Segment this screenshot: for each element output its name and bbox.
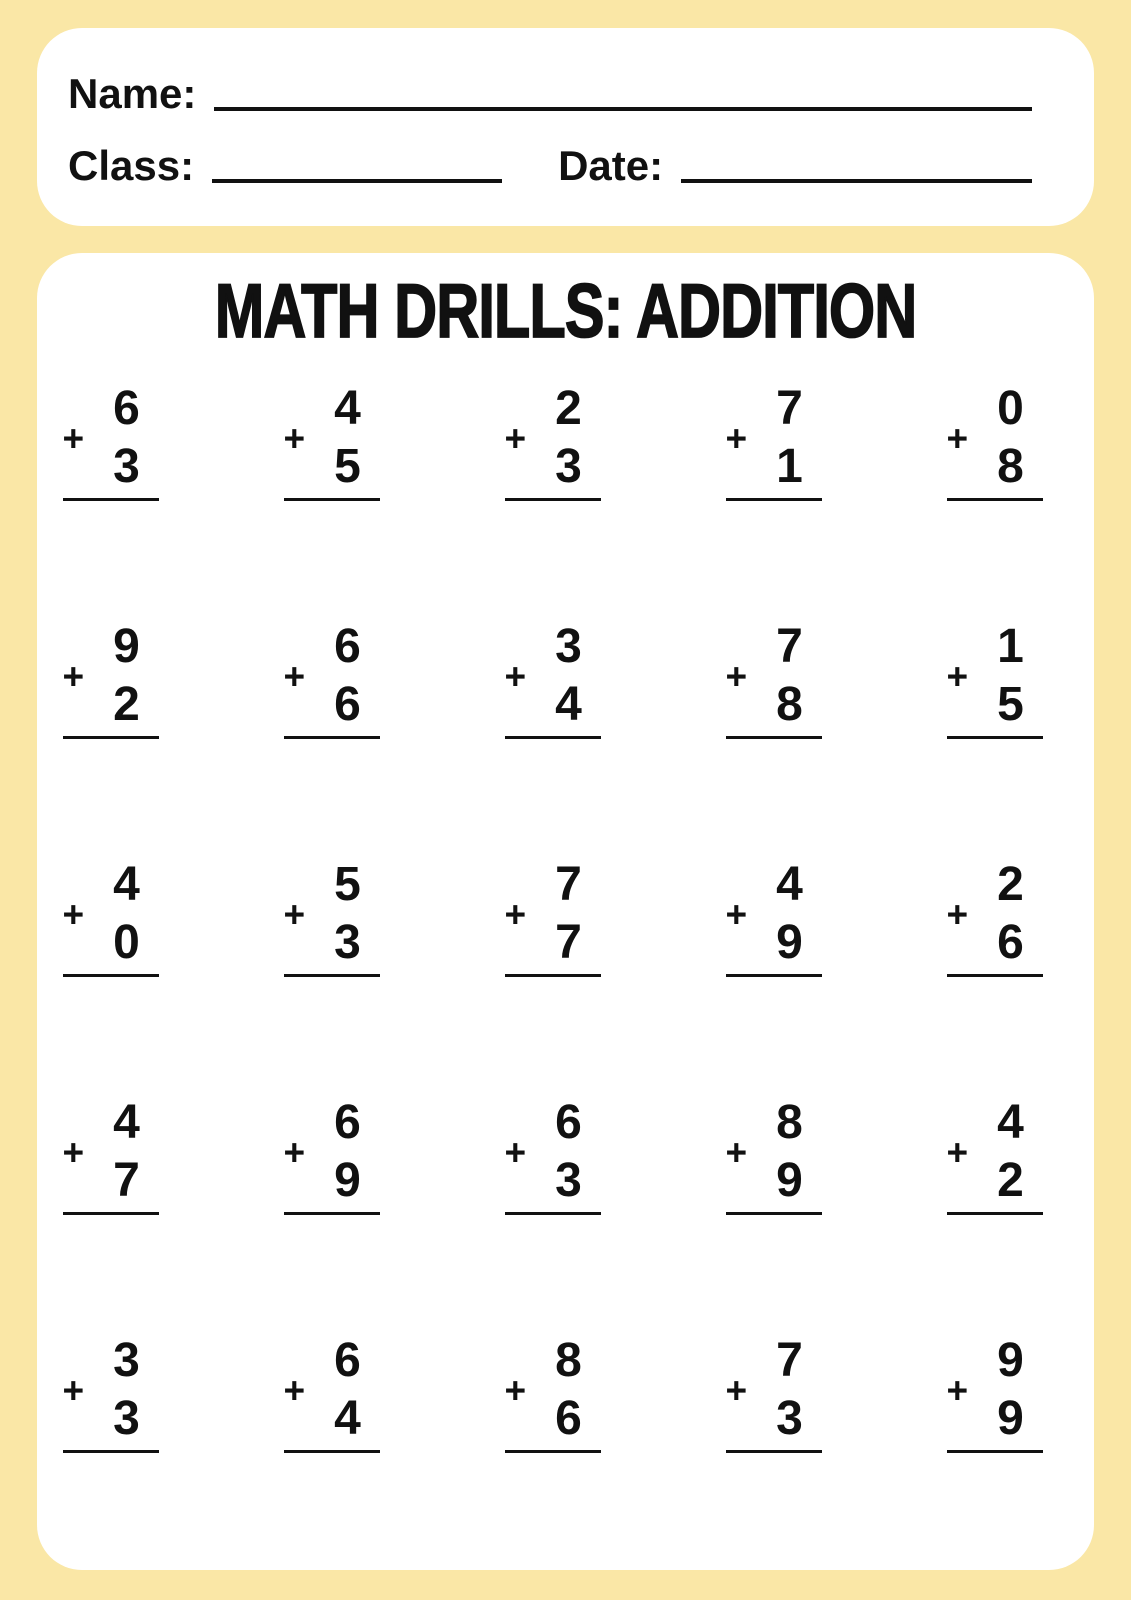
addend-top: 3 (113, 1334, 140, 1388)
plus-operator: + (62, 893, 85, 935)
answer-line (726, 736, 822, 739)
addend-top: 6 (334, 620, 361, 674)
answer-line (726, 498, 822, 501)
addend-bottom: 9 (776, 916, 803, 970)
addend-bottom: 6 (555, 1392, 582, 1446)
plus-operator: + (283, 655, 306, 697)
addend-top: 6 (334, 1334, 361, 1388)
addend-bottom: 3 (113, 440, 140, 494)
problem-cell (947, 1332, 1043, 1453)
plus-operator: + (725, 655, 748, 697)
problem-numbers (726, 1094, 822, 1210)
plus-operator: + (62, 417, 85, 459)
addend-bottom: 7 (555, 916, 582, 970)
addend-top: 6 (555, 1096, 582, 1150)
addend-bottom: 3 (334, 916, 361, 970)
addend-bottom: 9 (334, 1154, 361, 1208)
addend-stack (316, 1094, 380, 1210)
problem-numbers (63, 1094, 159, 1210)
answer-line (505, 974, 601, 977)
plus-operator: + (504, 1131, 527, 1173)
addend-stack (758, 856, 822, 972)
problem-numbers (505, 380, 601, 496)
problem-numbers (947, 380, 1043, 496)
addend-stack (537, 856, 601, 972)
addend-stack (95, 380, 159, 496)
addend-top: 4 (113, 1096, 140, 1150)
problem-cell (63, 380, 159, 501)
addend-top: 0 (997, 382, 1024, 436)
addend-top: 8 (555, 1334, 582, 1388)
addend-stack (95, 856, 159, 972)
problem-numbers (947, 1332, 1043, 1448)
addend-bottom: 1 (776, 440, 803, 494)
addend-bottom: 6 (334, 678, 361, 732)
addend-bottom: 7 (113, 1154, 140, 1208)
addend-bottom: 4 (334, 1392, 361, 1446)
plus-operator: + (725, 1369, 748, 1411)
addend-bottom: 6 (997, 916, 1024, 970)
problem-numbers (726, 856, 822, 972)
addend-top: 4 (997, 1096, 1024, 1150)
addend-stack (95, 1332, 159, 1448)
problem-numbers (63, 618, 159, 734)
problem-cell (947, 618, 1043, 739)
addend-top: 7 (776, 1334, 803, 1388)
problem-cell (505, 618, 601, 739)
plus-operator: + (725, 1131, 748, 1173)
problem-cell (63, 618, 159, 739)
problem-cell (726, 856, 822, 977)
plus-operator: + (283, 893, 306, 935)
problem-cell (726, 1094, 822, 1215)
addend-top: 9 (997, 1334, 1024, 1388)
addend-stack (95, 1094, 159, 1210)
addend-bottom: 3 (555, 440, 582, 494)
addend-top: 2 (555, 382, 582, 436)
plus-operator: + (283, 417, 306, 459)
header-fields (37, 28, 1094, 188)
problem-cell (947, 380, 1043, 501)
name-row (68, 72, 1032, 116)
problem-numbers (284, 618, 380, 734)
problem-numbers (63, 856, 159, 972)
name-label: Name: (68, 70, 197, 117)
answer-line (726, 1212, 822, 1215)
answer-line (284, 736, 380, 739)
plus-operator: + (946, 1131, 969, 1173)
problem-numbers (505, 618, 601, 734)
problem-numbers (284, 1332, 380, 1448)
addend-top: 6 (113, 382, 140, 436)
problem-numbers (726, 380, 822, 496)
addend-bottom: 9 (997, 1392, 1024, 1446)
addend-top: 7 (776, 620, 803, 674)
problem-cell (284, 380, 380, 501)
addend-bottom: 8 (776, 678, 803, 732)
problem-numbers (63, 380, 159, 496)
answer-line (505, 1450, 601, 1453)
addend-bottom: 2 (113, 678, 140, 732)
addend-stack (316, 618, 380, 734)
answer-line (505, 736, 601, 739)
addend-bottom: 9 (776, 1154, 803, 1208)
plus-operator: + (946, 1369, 969, 1411)
answer-line (284, 1450, 380, 1453)
answer-line (947, 1212, 1043, 1215)
class-label: Class: (68, 142, 195, 190)
worksheet-card (37, 253, 1094, 1570)
problem-cell (505, 1332, 601, 1453)
addend-bottom: 3 (113, 1392, 140, 1446)
addend-bottom: 3 (555, 1154, 582, 1208)
addend-top: 2 (997, 858, 1024, 912)
addend-stack (758, 1332, 822, 1448)
addend-bottom: 0 (113, 916, 140, 970)
answer-line (63, 736, 159, 739)
addend-bottom: 2 (997, 1154, 1024, 1208)
plus-operator: + (504, 893, 527, 935)
addend-top: 8 (776, 1096, 803, 1150)
problem-cell (284, 1094, 380, 1215)
header-card (37, 28, 1094, 226)
plus-operator: + (725, 893, 748, 935)
addend-stack (758, 1094, 822, 1210)
answer-line (947, 498, 1043, 501)
problem-cell (284, 1332, 380, 1453)
problem-numbers (505, 856, 601, 972)
addend-bottom: 4 (555, 678, 582, 732)
answer-line (63, 1450, 159, 1453)
problem-numbers (947, 1094, 1043, 1210)
answer-line (726, 1450, 822, 1453)
problem-cell (726, 1332, 822, 1453)
plus-operator: + (946, 893, 969, 935)
plus-operator: + (504, 417, 527, 459)
worksheet-title-text: MATH DRILLS: ADDITION (214, 269, 917, 354)
problem-cell (63, 856, 159, 977)
class-date-row (68, 144, 1032, 188)
answer-line (63, 1212, 159, 1215)
plus-operator: + (62, 1369, 85, 1411)
addend-stack (758, 380, 822, 496)
problem-cell (726, 380, 822, 501)
problems-grid (0, 380, 1105, 1570)
answer-line (63, 498, 159, 501)
addend-stack (316, 380, 380, 496)
problem-cell (284, 856, 380, 977)
plus-operator: + (62, 1131, 85, 1173)
addend-stack (758, 618, 822, 734)
date-write-line (681, 179, 1032, 183)
plus-operator: + (946, 655, 969, 697)
addend-bottom: 5 (334, 440, 361, 494)
class-write-line (212, 179, 502, 183)
name-write-line (214, 107, 1032, 111)
addend-stack (537, 1332, 601, 1448)
problem-cell (505, 856, 601, 977)
addend-bottom: 5 (997, 678, 1024, 732)
problem-cell (63, 1094, 159, 1215)
problem-cell (63, 1332, 159, 1453)
problem-cell (947, 856, 1043, 977)
date-label: Date: (558, 142, 664, 190)
problem-numbers (284, 856, 380, 972)
plus-operator: + (283, 1369, 306, 1411)
answer-line (284, 974, 380, 977)
addend-stack (316, 1332, 380, 1448)
addend-stack (316, 856, 380, 972)
addend-stack (979, 856, 1043, 972)
problem-numbers (284, 1094, 380, 1210)
problem-cell (284, 618, 380, 739)
addend-top: 6 (334, 1096, 361, 1150)
problem-numbers (505, 1094, 601, 1210)
worksheet-title (37, 269, 1094, 354)
addend-stack (979, 618, 1043, 734)
problem-numbers (284, 380, 380, 496)
problem-numbers (505, 1332, 601, 1448)
answer-line (284, 1212, 380, 1215)
answer-line (947, 1450, 1043, 1453)
problem-cell (505, 380, 601, 501)
addend-top: 4 (113, 858, 140, 912)
problem-numbers (726, 618, 822, 734)
problem-numbers (63, 1332, 159, 1448)
addend-stack (95, 618, 159, 734)
addend-stack (537, 1094, 601, 1210)
addend-top: 3 (555, 620, 582, 674)
plus-operator: + (504, 655, 527, 697)
addend-top: 5 (334, 858, 361, 912)
plus-operator: + (283, 1131, 306, 1173)
answer-line (284, 498, 380, 501)
plus-operator: + (946, 417, 969, 459)
problem-numbers (947, 618, 1043, 734)
addend-bottom: 3 (776, 1392, 803, 1446)
addend-top: 4 (776, 858, 803, 912)
addend-top: 7 (555, 858, 582, 912)
addend-bottom: 8 (997, 440, 1024, 494)
answer-line (947, 974, 1043, 977)
answer-line (505, 498, 601, 501)
addend-stack (537, 618, 601, 734)
problem-cell (726, 618, 822, 739)
problem-cell (947, 1094, 1043, 1215)
problem-numbers (726, 1332, 822, 1448)
answer-line (726, 974, 822, 977)
problem-numbers (947, 856, 1043, 972)
addend-stack (537, 380, 601, 496)
plus-operator: + (504, 1369, 527, 1411)
problem-cell (505, 1094, 601, 1215)
answer-line (505, 1212, 601, 1215)
plus-operator: + (725, 417, 748, 459)
addend-top: 1 (997, 620, 1024, 674)
addend-top: 7 (776, 382, 803, 436)
answer-line (63, 974, 159, 977)
addend-stack (979, 1332, 1043, 1448)
addend-stack (979, 380, 1043, 496)
answer-line (947, 736, 1043, 739)
addend-stack (979, 1094, 1043, 1210)
addend-top: 4 (334, 382, 361, 436)
addend-top: 9 (113, 620, 140, 674)
plus-operator: + (62, 655, 85, 697)
